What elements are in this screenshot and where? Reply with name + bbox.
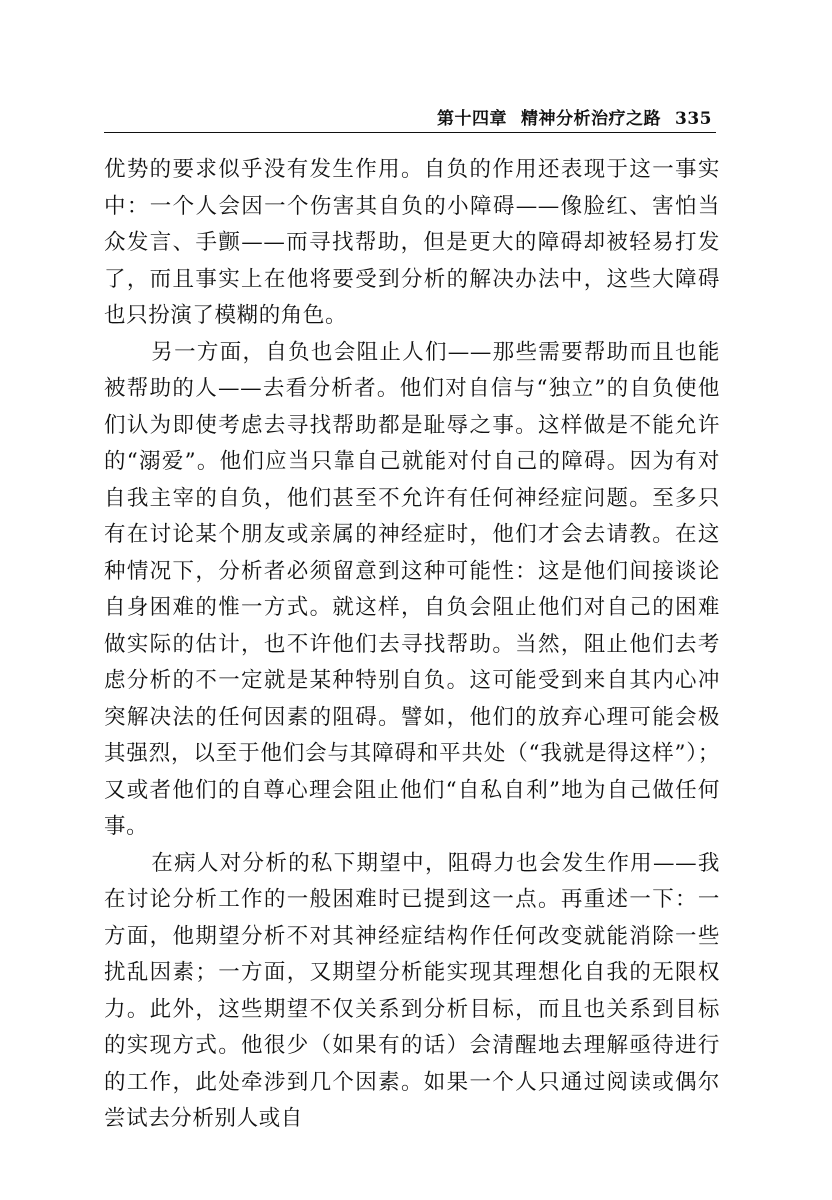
page-number: 335 xyxy=(675,109,712,129)
chapter-title: 精神分析治疗之路 xyxy=(521,109,661,129)
header-rule xyxy=(104,132,716,133)
paragraph: 在病人对分析的私下期望中，阻碍力也会发生作用——我在讨论分析工作的一般困难时已提到这一点。再重述一下：一方面，他期望分析不对其神经症结构作任何改变就能消除一些扰乱因素；一方面，又期望分析能实现其理想化自我的无限权力。此外，这些期望不仅关系到分析目标，而且也关系到目标的实现方式。他很少（如果有的话）会清醒地去理解亟待进行的工作，此处牵涉到几个因素。如果一个人只通过阅读或偶尔尝试去分析别人或自 xyxy=(104,850,720,1131)
header-text xyxy=(437,104,712,129)
paragraph-continued: 优势的要求似乎没有发生作用。自负的作用还表现于这一事实中：一个人会因一个伤害其自负的小障碍——像脸红、害怕当众发言、手颤——而寻找帮助，但是更大的障碍却被轻易打发了，而且事实上在他将要受到分析的解决办法中，这些大障碍也只扮演了模糊的角色。 xyxy=(104,157,720,328)
running-header xyxy=(104,104,716,134)
page-body xyxy=(104,152,720,1138)
paragraph: 另一方面，自负也会阻止人们——那些需要帮助而且也能被帮助的人——去看分析者。他们对自信与“独立”的自负使他们认为即使考虑去寻找帮助都是耻辱之事。这样做是不能允许的“溺爱”。他们应当只靠自己就能对付自己的障碍。因为有对自我主宰的自负，他们甚至不允许有任何神经症问题。至多只有在讨论某个朋友或亲属的神经症时，他们才会去请教。在这种情况下，分析者必须留意到这种可能性：这是他们间接谈论自身困难的惟一方式。就这样，自负会阻止他们对自己的困难做实际的估计，也不许他们去寻找帮助。当然，阻止他们去考虑分析的不一定就是某种特别自负。这可能受到来自其内心冲突解决法的任何因素的阻碍。譬如，他们的放弃心理可能会极其强烈，以至于他们会与其障碍和平共处（“我就是得这样”）；又或者他们的自尊心理会阻止他们“自私自利”地为自己做任何事。 xyxy=(104,339,720,839)
chapter-label: 第十四章 xyxy=(437,109,507,129)
